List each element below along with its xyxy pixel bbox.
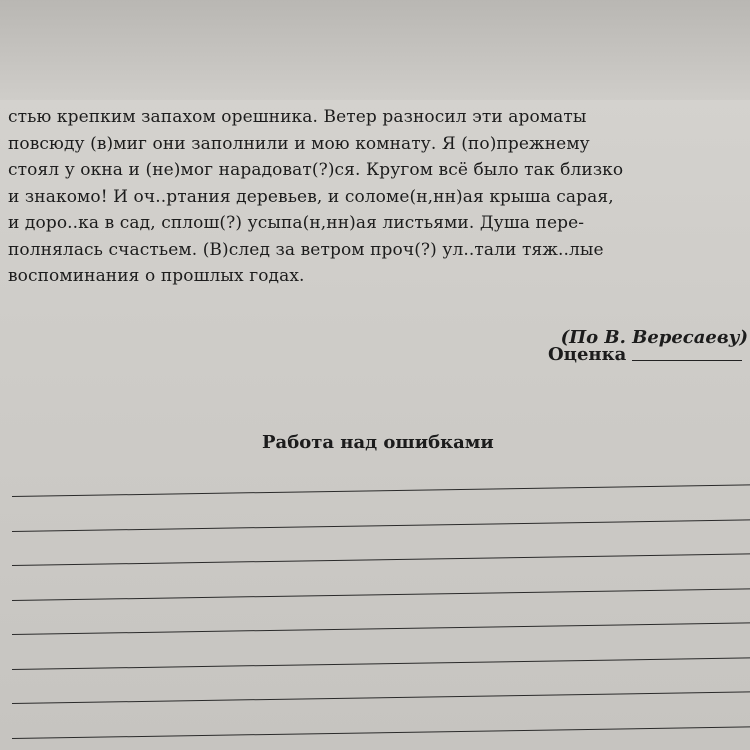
- writing-line[interactable]: [12, 691, 750, 704]
- text-line: и доро..ка в сад, сплош(?) усыпа(н,нн)ая листьями. Душа пере-: [8, 213, 585, 233]
- writing-line[interactable]: [12, 657, 750, 670]
- source-attribution: (По В. Вересаеву): [560, 327, 748, 348]
- text-line: полнялась счастьем. (В)след за ветром проч(?) ул..тали тяж..лые: [8, 239, 604, 260]
- section-title: Работа над ошибками: [262, 432, 494, 453]
- writing-line[interactable]: [12, 726, 750, 739]
- grade-label: Оценка: [548, 344, 627, 365]
- text-line: и знакомо! И оч..ртания деревьев, и соломе(н,нн)ая крыша сарая,: [8, 186, 614, 207]
- writing-line[interactable]: [12, 519, 750, 532]
- writing-line[interactable]: [12, 484, 750, 497]
- text-line: повсюду (в)миг они заполнили и мою комнату. Я (по)прежнему: [8, 133, 590, 154]
- writing-line[interactable]: [12, 622, 750, 635]
- writing-line[interactable]: [12, 588, 750, 601]
- writing-line[interactable]: [12, 553, 750, 566]
- text-line: стью крепким запахом орешника. Ветер разносил эти ароматы: [8, 107, 587, 127]
- text-line: стоял у окна и (не)мог нарадоват(?)ся. Кругом всё было так близко: [8, 160, 624, 180]
- text-line: воспоминания о прошлых годах.: [8, 266, 305, 286]
